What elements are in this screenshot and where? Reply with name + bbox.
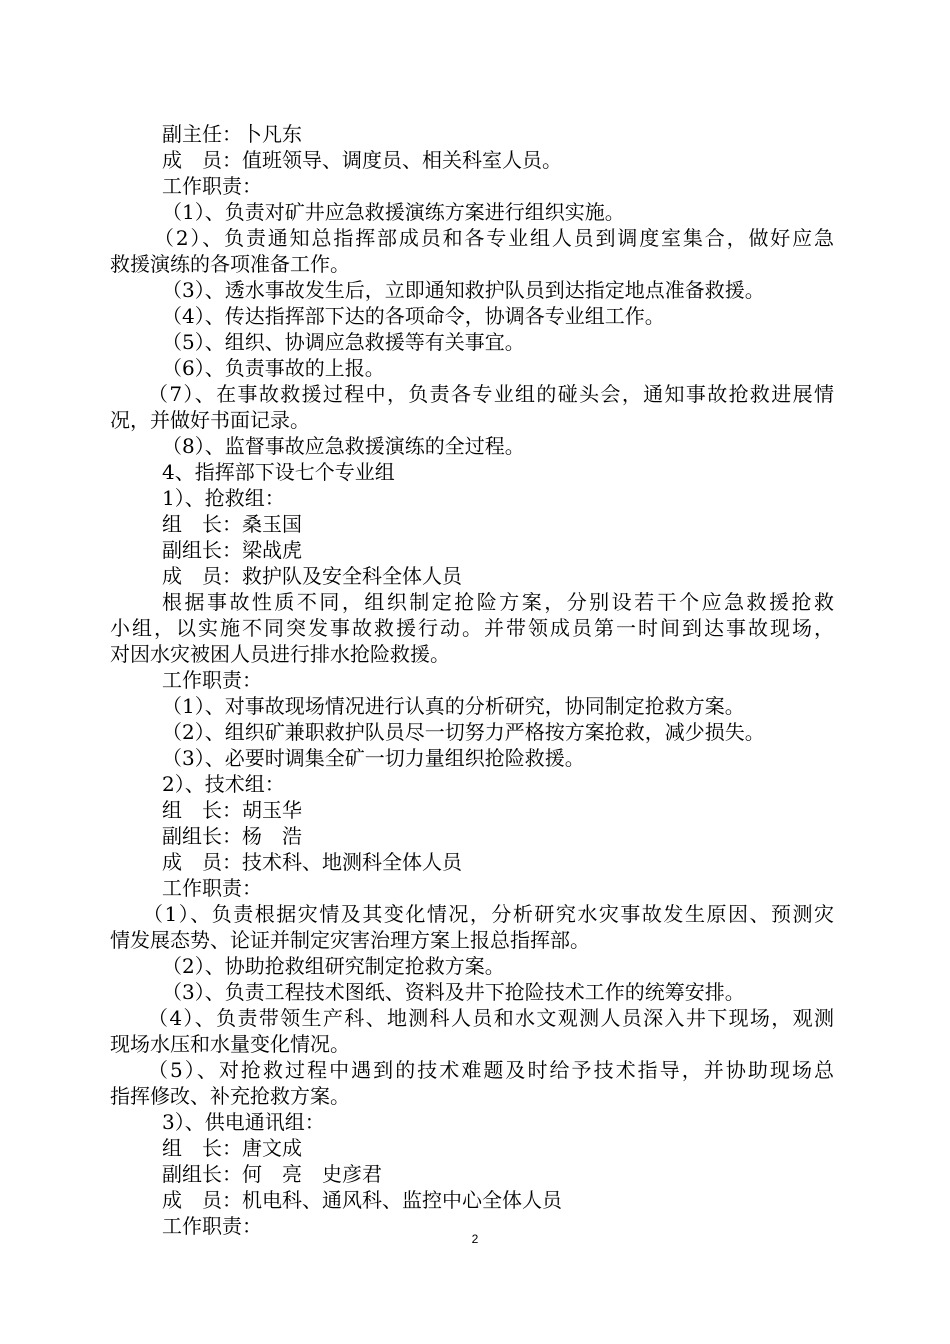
- text-line: 副组长：杨 浩: [162, 824, 302, 848]
- text-line: （7）、在事故救援过程中，负责各专业组的碰头会，通知事故抢救进展情: [148, 382, 834, 406]
- text-line: 工作职责：: [162, 1214, 262, 1238]
- text-line: （1）、负责对矿井应急救援演练方案进行组织实施。: [162, 200, 625, 224]
- text-line: （1）、对事故现场情况进行认真的分析研究，协同制定抢救方案。: [162, 694, 745, 718]
- page-number: 2: [471, 1232, 479, 1246]
- text-line: （4）、传达指挥部下达的各项命令，协调各专业组工作。: [162, 304, 665, 328]
- text-line: 现场水压和水量变化情况。: [110, 1032, 350, 1056]
- text-line: 组 长：桑玉国: [162, 512, 302, 536]
- text-line: 工作职责：: [162, 174, 262, 198]
- text-line: 小组，以实施不同突发事故救援行动。并带领成员第一时间到达事故现场，: [110, 616, 834, 640]
- text-line: 情发展态势、论证并制定灾害治理方案上报总指挥部。: [110, 928, 590, 952]
- text-line: 成 员：机电科、通风科、监控中心全体人员: [162, 1188, 562, 1212]
- text-line: 成 员：技术科、地测科全体人员: [162, 850, 462, 874]
- text-line: （1）、负责根据灾情及其变化情况，分析研究水灾事故发生原因、预测灾: [143, 902, 834, 926]
- text-line: 副主任：卜凡东: [162, 122, 302, 146]
- text-line: 况，并做好书面记录。: [110, 408, 310, 432]
- text-line: （2）、协助抢救组研究制定抢救方案。: [162, 954, 505, 978]
- text-line: （5）、对抢救过程中遇到的技术难题及时给予技术指导，并协助现场总: [148, 1058, 834, 1082]
- subsection-heading: 2）、技术组：: [162, 772, 285, 796]
- text-line: 成 员：值班领导、调度员、相关科室人员。: [162, 148, 562, 172]
- text-line: 成 员：救护队及安全科全体人员: [162, 564, 462, 588]
- subsection-heading: 3）、供电通讯组：: [162, 1110, 325, 1134]
- subsection-heading: 1）、抢救组：: [162, 486, 285, 510]
- section-heading: 4、指挥部下设七个专业组: [162, 460, 395, 484]
- text-line: 指挥修改、补充抢救方案。: [110, 1084, 350, 1108]
- text-line: 组 长：唐文成: [162, 1136, 302, 1160]
- text-line: 副组长：梁战虎: [162, 538, 302, 562]
- text-line: 救援演练的各项准备工作。: [110, 252, 350, 276]
- text-line: （6）、负责事故的上报。: [162, 356, 385, 380]
- text-line: 副组长：何 亮 史彦君: [162, 1162, 382, 1186]
- text-line: （3）、必要时调集全矿一切力量组织抢险救援。: [162, 746, 585, 770]
- text-line: 工作职责：: [162, 668, 262, 692]
- text-line: 工作职责：: [162, 876, 262, 900]
- text-line: （2）、负责通知总指挥部成员和各专业组人员到调度室集合，做好应急: [154, 226, 834, 250]
- text-line: （3）、透水事故发生后，立即通知救护队员到达指定地点准备救援。: [162, 278, 765, 302]
- text-line: （3）、负责工程技术图纸、资料及井下抢险技术工作的统筹安排。: [162, 980, 745, 1004]
- text-line: （2）、组织矿兼职救护队员尽一切努力严格按方案抢救，减少损失。: [162, 720, 765, 744]
- text-line: 组 长：胡玉华: [162, 798, 302, 822]
- body-text: [110, 121, 834, 1239]
- text-line: 根据事故性质不同，组织制定抢险方案，分别设若干个应急救援抢救: [162, 590, 834, 614]
- text-line: 对因水灾被困人员进行排水抢险救援。: [110, 642, 450, 666]
- text-line: （5）、组织、协调应急救援等有关事宜。: [162, 330, 525, 354]
- text-line: （8）、监督事故应急救援演练的全过程。: [162, 434, 525, 458]
- text-line: （4）、负责带领生产科、地测科人员和水文观测人员深入井下现场，观测: [148, 1006, 834, 1030]
